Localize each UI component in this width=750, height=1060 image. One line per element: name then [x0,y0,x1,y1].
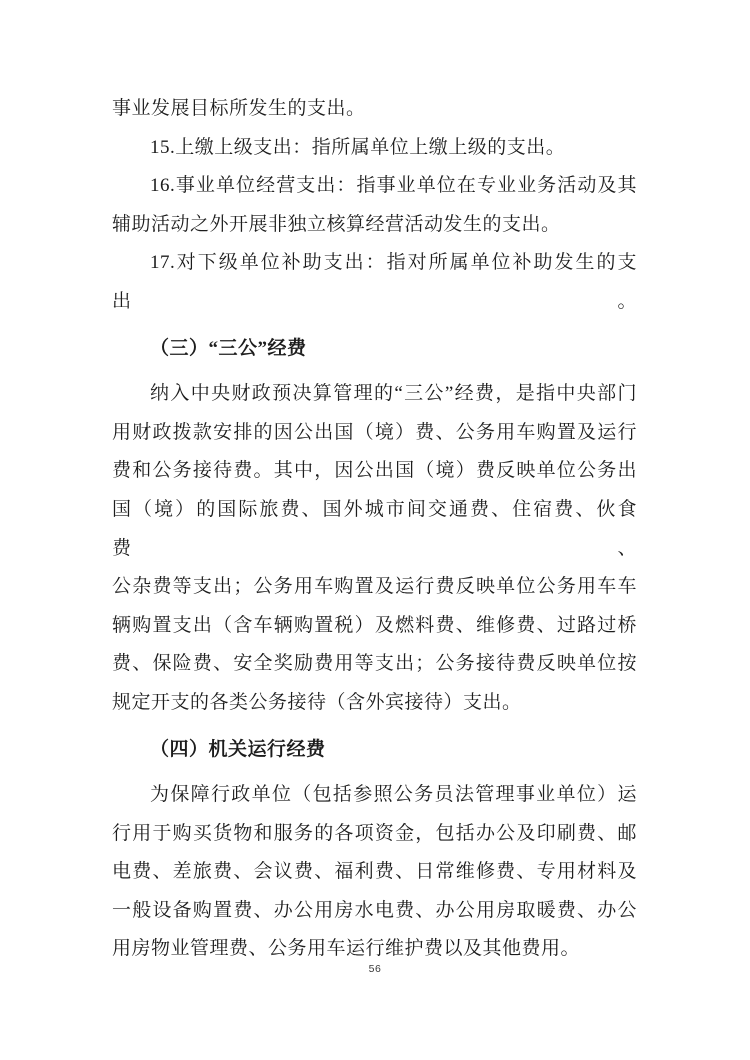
heading-san-gong-funds: （三）“三公”经费 [150,337,307,359]
san-gong-paragraph-line-3: 费和公务接待费。其中，因公出国（境）费反映单位公务出 [112,460,637,482]
san-gong-paragraph-line-4: 国（境）的国际旅费、国外城市间交通费、住宿费、伙食费、 [112,498,637,559]
page-number: 56 [368,963,382,975]
san-gong-paragraph-line-7: 费、保险费、安全奖励费用等支出；公务接待费反映单位按 [112,653,637,675]
heading-agency-operating-funds: （四）机关运行经费 [150,738,326,760]
operating-funds-paragraph-line-3: 电费、差旅费、会议费、福利费、日常维修费、专用材料及 [112,861,637,883]
operating-funds-paragraph-line-5: 用房物业管理费、公务用车运行维护费以及其他费用。 [112,938,581,960]
san-gong-paragraph-line-1: 纳入中央财政预决算管理的“三公”经费，是指中央部门 [150,383,637,405]
operating-funds-paragraph-line-2: 行用于购买货物和服务的各项资金，包括办公及印刷费、邮 [112,822,637,844]
operating-funds-paragraph-line-4: 一般设备购置费、办公用房水电费、办公用房取暖费、办公 [112,899,637,921]
operating-funds-paragraph-line-1: 为保障行政单位（包括参照公务员法管理事业单位）运 [150,784,637,806]
san-gong-paragraph-line-5: 公杂费等支出；公务用车购置及运行费反映单位公务用车车 [112,576,637,598]
item-16-line-2: 辅助活动之外开展非独立核算经营活动发生的支出。 [112,213,561,235]
item-16-line-1: 16.事业单位经营支出：指事业单位在专业业务活动及其 [150,175,637,197]
item-15-line: 15.上缴上级支出：指所属单位上缴上级的支出。 [150,136,566,158]
paragraph-end-line: 事业发展目标所发生的支出。 [112,98,366,119]
item-17-line: 17.对下级单位补助支出：指对所属单位补助发生的支出。 [112,252,637,312]
document-text-block [112,90,637,969]
san-gong-paragraph-line-2: 用财政拨款安排的因公出国（境）费、公务用车购置及运行 [112,421,637,443]
san-gong-paragraph-line-8: 规定开支的各类公务接待（含外宾接待）支出。 [112,691,522,713]
san-gong-paragraph-line-6: 辆购置支出（含车辆购置税）及燃料费、维修费、过路过桥 [112,614,637,636]
